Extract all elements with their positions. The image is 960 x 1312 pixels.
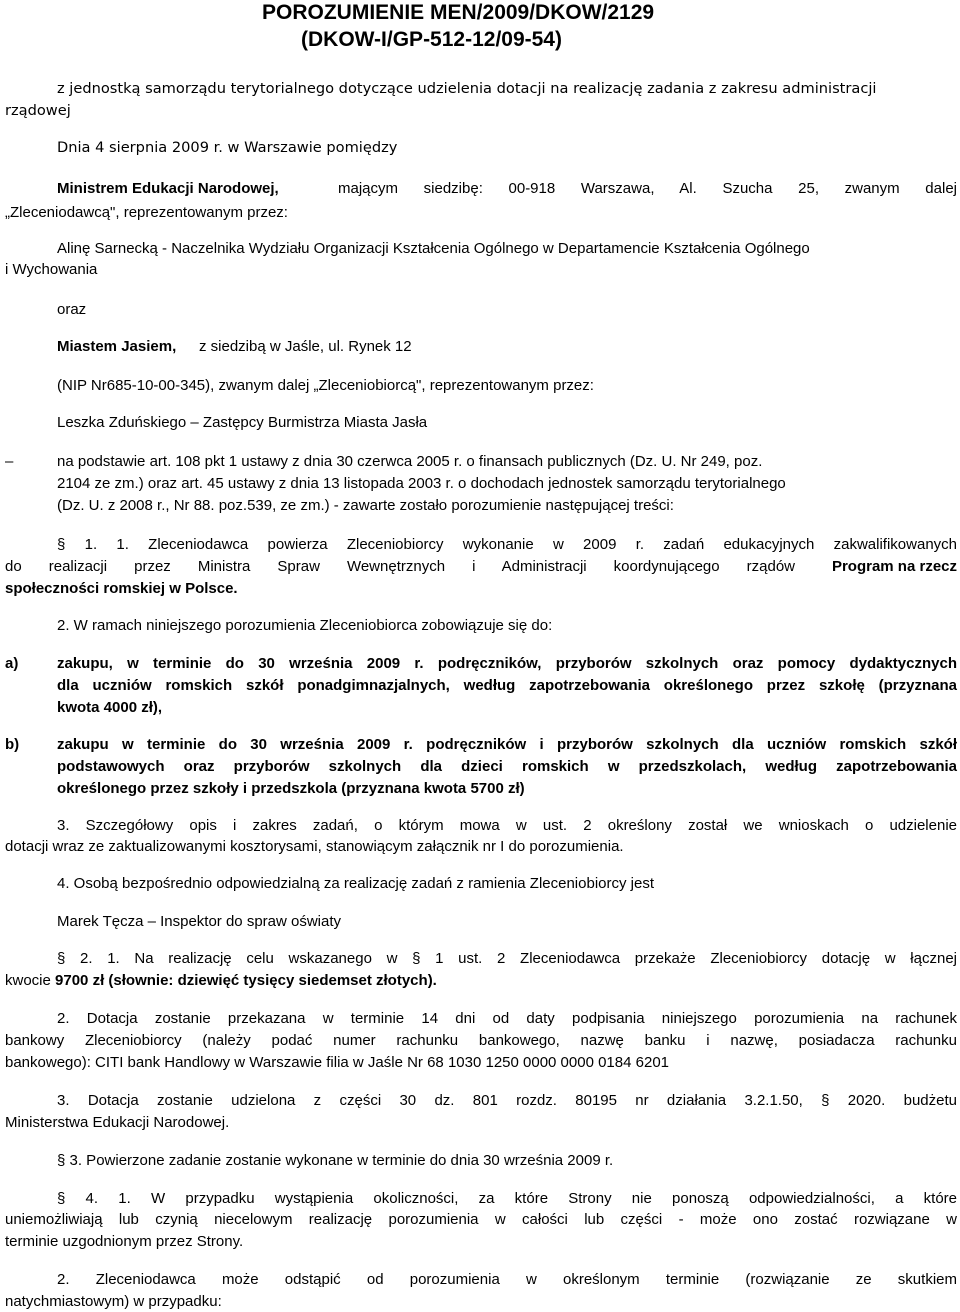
- s1-p1-line2-normal: do realizacji przez Ministra Spraw Wewnętrznych i Administracji koordynującego rządów: [5, 558, 795, 575]
- s1-p2: 2. W ramach niniejszego porozumienia Zleceniobiorca zobowiązuje się do:: [57, 617, 553, 634]
- s1-b-line3: określonego przez szkoły i przedszkola (przyznana kwota 5700 zł): [57, 780, 525, 797]
- s2-p1-line2-bold: 9700 zł (słownie: dziewięć tysięcy siedemset złotych).: [55, 972, 437, 989]
- party1-rep-line2: i Wychowania: [5, 261, 98, 278]
- s2-p1-line1: § 2. 1. Na realizację celu wskazanego w § 1 ust. 2 Zleceniodawca przekaże Zleceniobiorcy dotację w łącznej: [57, 950, 957, 967]
- s2-p3-line1: 3. Dotacja zostanie udzielona z części 30 dz. 801 rozdz. 80195 nr działania 3.2.1.50, § 2020. budżetu: [57, 1092, 957, 1109]
- s1-p1-line3: społeczności romskiej w Polsce.: [5, 580, 238, 597]
- party1-rep-line1: Alinę Sarnecką - Naczelnika Wydziału Organizacji Kształcenia Ogólnego w Departamencie Kształcenia Ogólnego: [57, 240, 810, 257]
- s4-p2-line1: 2. Zleceniodawca może odstąpić od porozumienia w określonym terminie (rozwiązanie ze skutkiem: [57, 1271, 957, 1288]
- party2-nip: (NIP Nr685-10-00-345), zwanym dalej „Zleceniobiorcą", reprezentowanym przez:: [57, 377, 594, 394]
- party2-representative: Leszka Zduńskiego – Zastępcy Burmistrza Miasta Jasła: [57, 414, 428, 431]
- s2-p2-line1: 2. Dotacja zostanie przekazana w terminie 14 dni od daty podpisania niniejszego porozumienia na rachunek: [57, 1010, 957, 1027]
- s4-p1-line2: uniemożliwiają lub czynią niecelowym realizację porozumienia w całości lub części - może ono zostać rozwiązane w: [5, 1211, 957, 1228]
- intro-date: Dnia 4 sierpnia 2009 r. w Warszawie pomiędzy: [57, 139, 398, 156]
- oraz-text: oraz: [57, 301, 87, 318]
- s2-p1-line2: [5, 973, 437, 988]
- s1-a-label: a): [5, 655, 19, 672]
- legal-basis-line2: 2104 ze zm.) oraz art. 45 ustawy z dnia 13 listopada 2003 r. o dochodach jednostek samorządu terytorialnego: [57, 475, 786, 492]
- s2-p1-line2-normal: kwocie: [5, 972, 51, 989]
- intro-subject-line2: rządowej: [5, 102, 71, 119]
- s2-p3-line2: Ministerstwa Edukacji Narodowej.: [5, 1114, 230, 1131]
- s1-p4-person: Marek Tęcza – Inspektor do spraw oświaty: [57, 913, 342, 930]
- s4-p2-line2: natychmiastowym) w przypadku:: [5, 1293, 222, 1310]
- s2-p2-line2: bankowy Zleceniobiorcy (należy podać numer rachunku bankowego, nazwę banku i nazwę, posiadacza rachunku: [5, 1032, 957, 1049]
- party1-seat: mającym siedzibę: 00-918 Warszawa, Al. Szucha 25, zwanym dalej: [338, 180, 957, 197]
- s1-a-line2: dla uczniów romskich szkół ponadgimnazjalnych, według zapotrzebowania określonego przez szkołę (przyznana: [57, 677, 957, 694]
- s1-b-label: b): [5, 736, 20, 753]
- s1-b-line1: zakupu w terminie do 30 września 2009 r. podręczników i przyborów szkolnych dla uczniów romskich szkół: [57, 736, 957, 753]
- s1-p1-line1: § 1. 1. Zleceniodawca powierza Zleceniobiorcy wykonanie w 2009 r. zadań edukacyjnych zakwalifikowanych: [57, 536, 957, 553]
- legal-basis-line1: na podstawie art. 108 pkt 1 ustawy z dnia 30 czerwca 2005 r. o finansach publicznych (Dz. U. Nr 249, poz.: [57, 453, 763, 470]
- s3-p1: § 3. Powierzone zadanie zostanie wykonane w terminie do dnia 30 września 2009 r.: [57, 1152, 614, 1169]
- party1-line2: „Zleceniodawcą", reprezentowanym przez:: [5, 204, 288, 221]
- s1-p1-line2: [5, 559, 957, 574]
- s1-b-line2: podstawowych oraz przyborów szkolnych dla dzieci romskich w przedszkolach, według zapotrzebowania: [57, 758, 957, 775]
- s4-p1-line1: § 4. 1. W przypadku wystąpienia okoliczności, za które Strony nie ponoszą odpowiedzialności, a które: [57, 1190, 957, 1207]
- s1-p3-line2: dotacji wraz ze zaktualizowanymi kosztorysami, stanowiącym załącznik nr I do porozumienia.: [5, 838, 624, 855]
- s1-p4: 4. Osobą bezpośrednio odpowiedzialną za realizację zadań z ramienia Zleceniobiorcy jest: [57, 875, 655, 892]
- s1-p3-line1: 3. Szczegółowy opis i zakres zadań, o którym mowa w ust. 2 określony został we wnioskach o udzielenie: [57, 817, 957, 834]
- legal-basis-line3: (Dz. U. z 2008 r., Nr 88. poz.539, ze zm.) - zawarte zostało porozumienie następującej treści:: [57, 497, 674, 514]
- party2-seat: z siedzibą w Jaśle, ul. Rynek 12: [199, 338, 412, 355]
- s1-a-line3: kwota 4000 zł),: [57, 699, 163, 716]
- intro-subject-line1: z jednostką samorządu terytorialnego dotyczące udzielenia dotacji na realizację zadania z zakresu administracji: [57, 80, 877, 97]
- s2-p2-line3: bankowego): CITI bank Handlowy w Warszawie filia w Jaśle Nr 68 1030 1250 0000 0000 0184 6201: [5, 1054, 669, 1071]
- party1-name: Ministrem Edukacji Narodowej,: [57, 180, 279, 197]
- document-title: POROZUMIENIE MEN/2009/DKOW/2129: [262, 1, 655, 24]
- s1-a-line1: zakupu, w terminie do 30 września 2009 r. podręczników, przyborów szkolnych oraz pomocy dydaktycznych: [57, 655, 957, 672]
- s4-p1-line3: terminie uzgodnionym przez Strony.: [5, 1233, 244, 1250]
- party2-name: Miastem Jasiem,: [57, 338, 177, 355]
- legal-basis-dash: –: [5, 453, 14, 470]
- s1-p1-line2-bold: Program na rzecz: [831, 558, 957, 575]
- document-reference: (DKOW-I/GP-512-12/09-54): [301, 28, 562, 51]
